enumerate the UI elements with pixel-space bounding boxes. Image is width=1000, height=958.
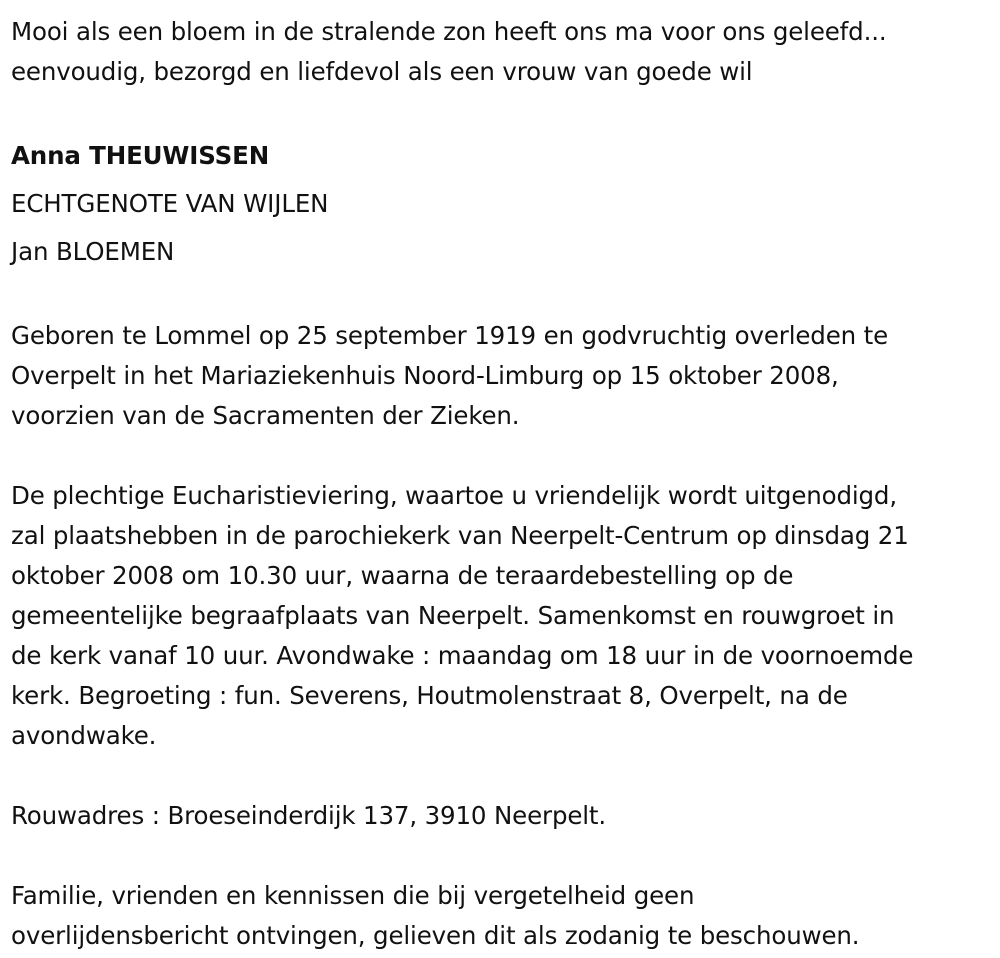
poem-block (11, 12, 985, 92)
family-note-line: Familie, vrienden en kennissen die bij vergetelheid geen (11, 881, 695, 910)
poem-line: eenvoudig, bezorgd en liefdevol als een vrouw van goede wil (11, 57, 753, 86)
ceremony-block (11, 476, 985, 756)
family-note-line: overlijdensbericht ontvingen, gelieven dit als zodanig te beschouwen. (11, 921, 860, 950)
ceremony-line: kerk. Begroeting : fun. Severens, Houtmolenstraat 8, Overpelt, na de (11, 681, 848, 710)
mourning-address: Rouwadres : Broeseinderdijk 137, 3910 Neerpelt. (11, 801, 607, 830)
deceased-block (11, 132, 985, 276)
birth-death-line: Overpelt in het Mariaziekenhuis Noord-Limburg op 15 oktober 2008, (11, 361, 839, 390)
address-block (11, 796, 985, 836)
ceremony-line: avondwake. (11, 721, 157, 750)
poem-line: Mooi als een bloem in de stralende zon heeft ons ma voor ons geleefd... (11, 17, 887, 46)
ceremony-line: zal plaatshebben in de parochiekerk van Neerpelt-Centrum op dinsdag 21 (11, 521, 909, 550)
ceremony-line: De plechtige Eucharistieviering, waartoe u vriendelijk wordt uitgenodigd, (11, 481, 897, 510)
birth-death-line: voorzien van de Sacramenten der Zieken. (11, 401, 520, 430)
relation-text: ECHTGENOTE VAN WIJLEN (11, 189, 329, 218)
family-note-block (11, 876, 985, 956)
ceremony-line: de kerk vanaf 10 uur. Avondwake : maandag om 18 uur in de voornoemde (11, 641, 914, 670)
birth-death-block (11, 316, 985, 436)
birth-death-line: Geboren te Lommel op 25 september 1919 en godvruchtig overleden te (11, 321, 889, 350)
deceased-name: Anna THEUWISSEN (11, 141, 270, 170)
ceremony-line: oktober 2008 om 10.30 uur, waarna de teraardebestelling op de (11, 561, 794, 590)
spouse-name: Jan BLOEMEN (11, 237, 175, 266)
ceremony-line: gemeentelijke begraafplaats van Neerpelt. Samenkomst en rouwgroet in (11, 601, 895, 630)
